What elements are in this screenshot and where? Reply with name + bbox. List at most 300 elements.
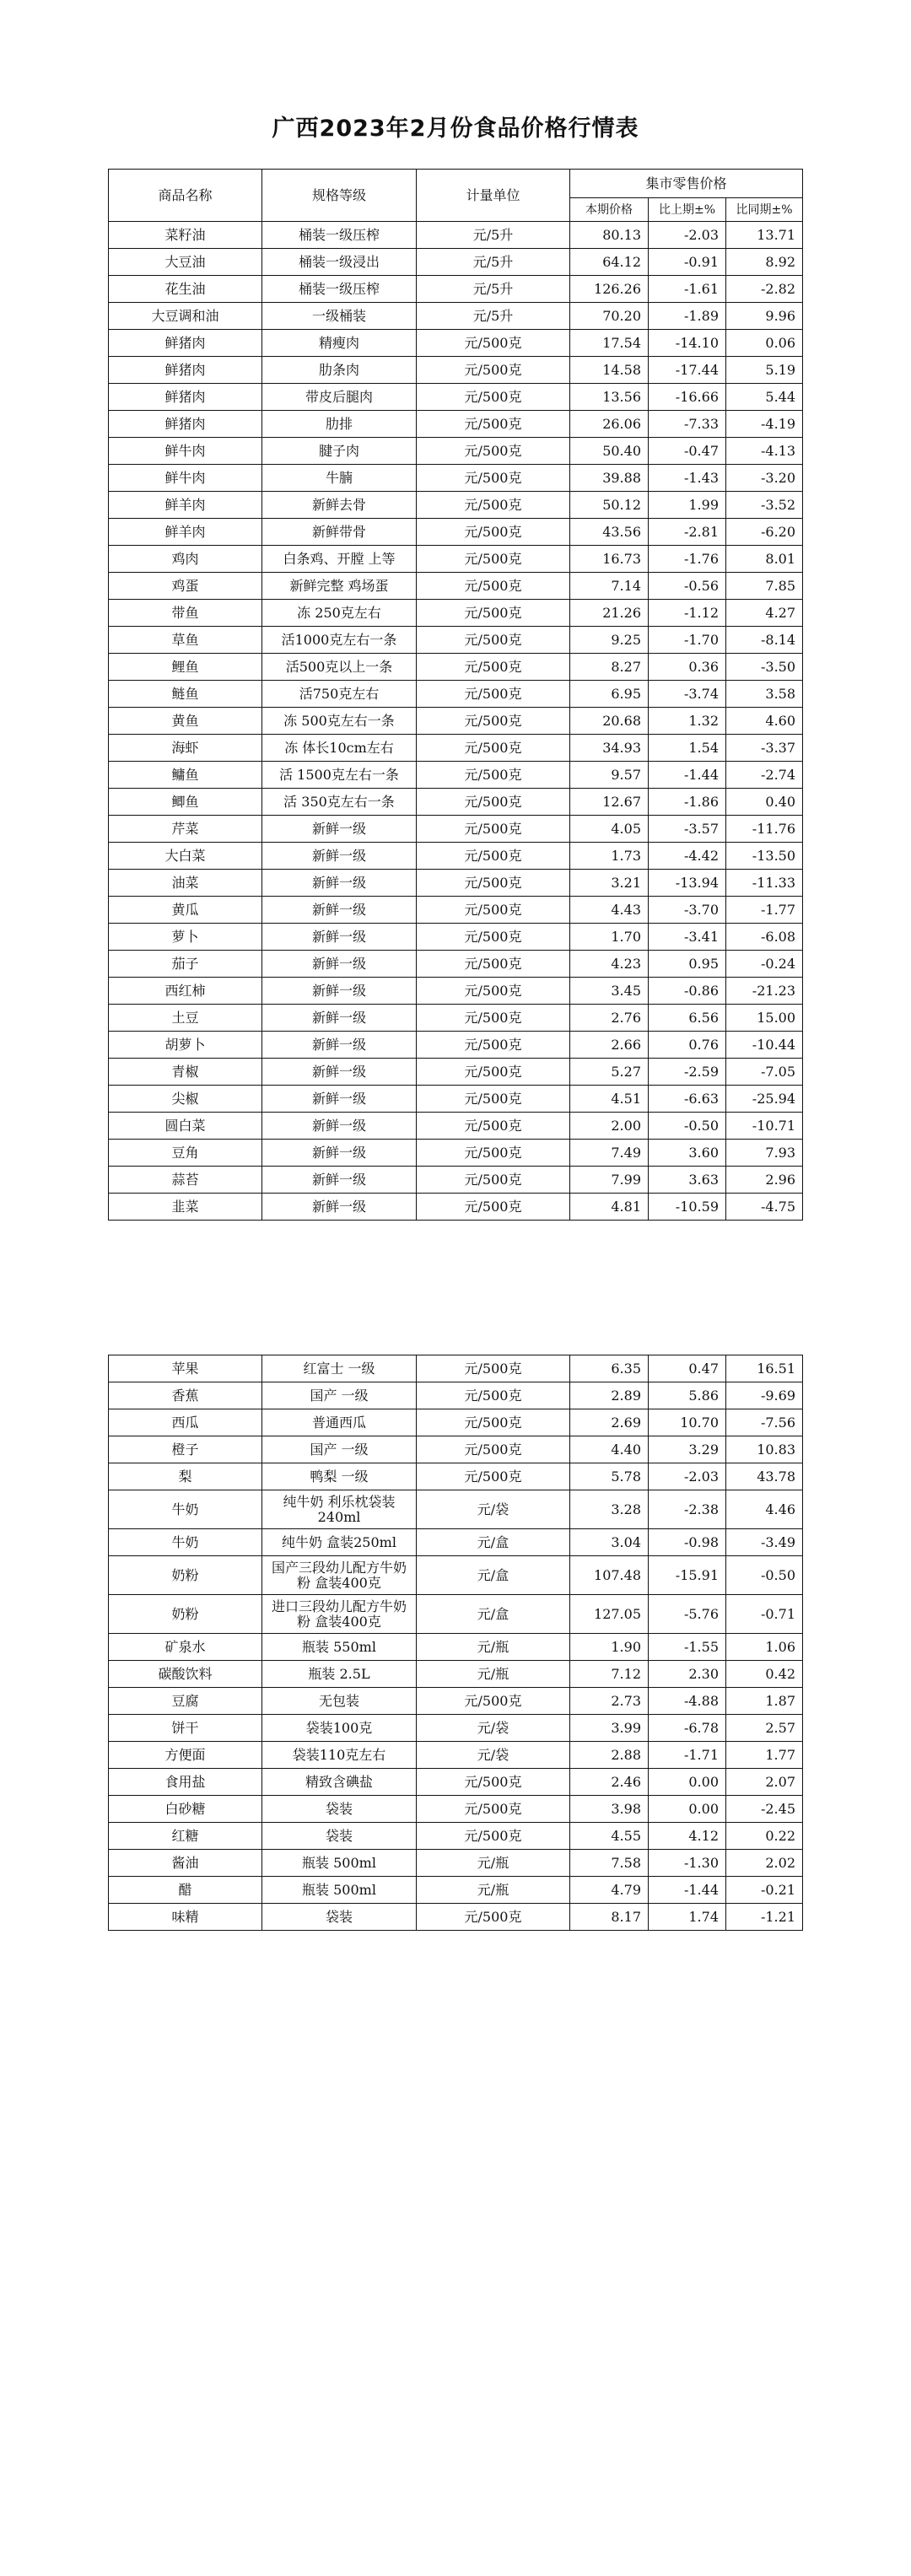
item-name-cell: 萝卜 <box>109 924 262 951</box>
mom-change-cell: 3.63 <box>649 1167 726 1194</box>
current-price-cell: 43.56 <box>570 519 649 546</box>
table-row <box>109 816 803 843</box>
item-spec-cell: 袋装 <box>262 1823 417 1850</box>
item-name-cell: 酱油 <box>109 1850 262 1877</box>
yoy-change-cell: -4.19 <box>726 411 803 438</box>
mom-change-cell: -1.89 <box>649 303 726 330</box>
table-row <box>109 330 803 357</box>
item-unit-cell: 元/500克 <box>417 1005 570 1032</box>
item-spec-cell: 一级桶装 <box>262 303 417 330</box>
mom-change-cell: -4.88 <box>649 1688 726 1715</box>
item-unit-cell: 元/500克 <box>417 1140 570 1167</box>
yoy-change-cell: 2.02 <box>726 1850 803 1877</box>
yoy-change-cell: -4.13 <box>726 438 803 465</box>
item-unit-cell: 元/500克 <box>417 1769 570 1796</box>
item-unit-cell: 元/500克 <box>417 465 570 492</box>
current-price-cell: 7.58 <box>570 1850 649 1877</box>
item-spec-cell: 国产三段幼儿配方牛奶粉 盒装400克 <box>262 1556 417 1595</box>
header-yoy-change: 比同期±% <box>726 198 803 222</box>
item-name-cell: 海虾 <box>109 735 262 762</box>
current-price-cell: 50.12 <box>570 492 649 519</box>
table-row <box>109 1355 803 1382</box>
yoy-change-cell: -0.71 <box>726 1595 803 1634</box>
mom-change-cell: -1.44 <box>649 762 726 789</box>
item-name-cell: 西红柿 <box>109 978 262 1005</box>
yoy-change-cell: -6.20 <box>726 519 803 546</box>
item-name-cell: 红糖 <box>109 1823 262 1850</box>
price-table-1 <box>108 169 803 1221</box>
table-row <box>109 1140 803 1167</box>
mom-change-cell: -3.41 <box>649 924 726 951</box>
item-unit-cell: 元/500克 <box>417 870 570 897</box>
yoy-change-cell: -10.44 <box>726 1032 803 1059</box>
item-name-cell: 碳酸饮料 <box>109 1661 262 1688</box>
item-unit-cell: 元/500克 <box>417 951 570 978</box>
current-price-cell: 2.73 <box>570 1688 649 1715</box>
table-row <box>109 1529 803 1556</box>
item-spec-cell: 新鲜一级 <box>262 1059 417 1086</box>
table-row <box>109 1904 803 1931</box>
yoy-change-cell: 2.57 <box>726 1715 803 1742</box>
current-price-cell: 127.05 <box>570 1595 649 1634</box>
item-name-cell: 牛奶 <box>109 1490 262 1529</box>
yoy-change-cell: 8.01 <box>726 546 803 573</box>
item-unit-cell: 元/500克 <box>417 1032 570 1059</box>
yoy-change-cell: -3.49 <box>726 1529 803 1556</box>
current-price-cell: 1.90 <box>570 1634 649 1661</box>
item-spec-cell: 袋装 <box>262 1796 417 1823</box>
item-name-cell: 梨 <box>109 1463 262 1490</box>
current-price-cell: 50.40 <box>570 438 649 465</box>
yoy-change-cell: 5.44 <box>726 384 803 411</box>
item-unit-cell: 元/500克 <box>417 573 570 600</box>
table-row <box>109 1556 803 1595</box>
item-name-cell: 鲤鱼 <box>109 654 262 681</box>
mom-change-cell: -2.81 <box>649 519 726 546</box>
table-row <box>109 438 803 465</box>
item-name-cell: 鲜猪肉 <box>109 330 262 357</box>
table-row <box>109 1436 803 1463</box>
mom-change-cell: -4.42 <box>649 843 726 870</box>
table-row <box>109 1823 803 1850</box>
mom-change-cell: -6.78 <box>649 1715 726 1742</box>
table-row <box>109 870 803 897</box>
item-unit-cell: 元/500克 <box>417 1409 570 1436</box>
table-row <box>109 1113 803 1140</box>
current-price-cell: 64.12 <box>570 249 649 276</box>
yoy-change-cell: 2.96 <box>726 1167 803 1194</box>
item-unit-cell: 元/500克 <box>417 627 570 654</box>
yoy-change-cell: 7.85 <box>726 573 803 600</box>
table-row <box>109 1194 803 1221</box>
page-title: 广西2023年2月份食品价格行情表 <box>272 116 639 142</box>
table-row <box>109 1796 803 1823</box>
item-spec-cell: 新鲜一级 <box>262 1032 417 1059</box>
table-row <box>109 303 803 330</box>
yoy-change-cell: 5.19 <box>726 357 803 384</box>
item-spec-cell: 新鲜一级 <box>262 897 417 924</box>
item-name-cell: 土豆 <box>109 1005 262 1032</box>
item-unit-cell: 元/瓶 <box>417 1850 570 1877</box>
item-spec-cell: 无包装 <box>262 1688 417 1715</box>
table-row <box>109 843 803 870</box>
item-name-cell: 方便面 <box>109 1742 262 1769</box>
yoy-change-cell: -2.45 <box>726 1796 803 1823</box>
item-name-cell: 黄瓜 <box>109 897 262 924</box>
item-spec-cell: 冻 体长10cm左右 <box>262 735 417 762</box>
mom-change-cell: 0.36 <box>649 654 726 681</box>
item-spec-cell: 新鲜一级 <box>262 843 417 870</box>
item-name-cell: 鲜猪肉 <box>109 357 262 384</box>
mom-change-cell: -2.03 <box>649 222 726 249</box>
item-name-cell: 尖椒 <box>109 1086 262 1113</box>
header-current-price: 本期价格 <box>570 198 649 222</box>
current-price-cell: 26.06 <box>570 411 649 438</box>
item-spec-cell: 普通西瓜 <box>262 1409 417 1436</box>
current-price-cell: 70.20 <box>570 303 649 330</box>
item-unit-cell: 元/500克 <box>417 681 570 708</box>
yoy-change-cell: -8.14 <box>726 627 803 654</box>
item-name-cell: 苹果 <box>109 1355 262 1382</box>
item-name-cell: 豆腐 <box>109 1688 262 1715</box>
table-row <box>109 546 803 573</box>
table-row <box>109 627 803 654</box>
table-row <box>109 681 803 708</box>
yoy-change-cell: 3.58 <box>726 681 803 708</box>
item-unit-cell: 元/500克 <box>417 600 570 627</box>
table-row <box>109 276 803 303</box>
item-name-cell: 大豆调和油 <box>109 303 262 330</box>
mom-change-cell: 6.56 <box>649 1005 726 1032</box>
item-spec-cell: 活1000克左右一条 <box>262 627 417 654</box>
item-unit-cell: 元/500克 <box>417 1194 570 1221</box>
item-spec-cell: 桶装一级压榨 <box>262 222 417 249</box>
current-price-cell: 80.13 <box>570 222 649 249</box>
yoy-change-cell: 1.06 <box>726 1634 803 1661</box>
yoy-change-cell: 1.87 <box>726 1688 803 1715</box>
yoy-change-cell: 8.92 <box>726 249 803 276</box>
table-row <box>109 573 803 600</box>
item-unit-cell: 元/500克 <box>417 735 570 762</box>
yoy-change-cell: 10.83 <box>726 1436 803 1463</box>
item-spec-cell: 新鲜一级 <box>262 978 417 1005</box>
mom-change-cell: -1.71 <box>649 1742 726 1769</box>
yoy-change-cell: -9.69 <box>726 1382 803 1409</box>
table-row <box>109 411 803 438</box>
header-spec: 规格等级 <box>262 170 417 222</box>
item-spec-cell: 精瘦肉 <box>262 330 417 357</box>
item-unit-cell: 元/5升 <box>417 276 570 303</box>
item-unit-cell: 元/袋 <box>417 1715 570 1742</box>
mom-change-cell: -1.76 <box>649 546 726 573</box>
item-spec-cell: 肋条肉 <box>262 357 417 384</box>
table-row <box>109 1688 803 1715</box>
mom-change-cell: 0.00 <box>649 1796 726 1823</box>
item-name-cell: 韭菜 <box>109 1194 262 1221</box>
item-unit-cell: 元/500克 <box>417 1823 570 1850</box>
mom-change-cell: -17.44 <box>649 357 726 384</box>
yoy-change-cell: 1.77 <box>726 1742 803 1769</box>
item-unit-cell: 元/盒 <box>417 1529 570 1556</box>
mom-change-cell: -1.86 <box>649 789 726 816</box>
mom-change-cell: 2.30 <box>649 1661 726 1688</box>
table-row <box>109 924 803 951</box>
table-row <box>109 1005 803 1032</box>
item-spec-cell: 袋装 <box>262 1904 417 1931</box>
yoy-change-cell: 4.27 <box>726 600 803 627</box>
item-unit-cell: 元/500克 <box>417 654 570 681</box>
mom-change-cell: -1.55 <box>649 1634 726 1661</box>
yoy-change-cell: -10.71 <box>726 1113 803 1140</box>
mom-change-cell: -2.38 <box>649 1490 726 1529</box>
yoy-change-cell: 43.78 <box>726 1463 803 1490</box>
item-unit-cell: 元/500克 <box>417 1355 570 1382</box>
mom-change-cell: -2.03 <box>649 1463 726 1490</box>
yoy-change-cell: -11.33 <box>726 870 803 897</box>
yoy-change-cell: -0.21 <box>726 1877 803 1904</box>
current-price-cell: 21.26 <box>570 600 649 627</box>
yoy-change-cell: -3.50 <box>726 654 803 681</box>
item-unit-cell: 元/500克 <box>417 1463 570 1490</box>
current-price-cell: 2.66 <box>570 1032 649 1059</box>
current-price-cell: 16.73 <box>570 546 649 573</box>
current-price-cell: 2.76 <box>570 1005 649 1032</box>
table-row <box>109 492 803 519</box>
current-price-cell: 8.17 <box>570 1904 649 1931</box>
yoy-change-cell: 4.60 <box>726 708 803 735</box>
table-row <box>109 1850 803 1877</box>
mom-change-cell: -1.12 <box>649 600 726 627</box>
current-price-cell: 9.57 <box>570 762 649 789</box>
item-name-cell: 鸡肉 <box>109 546 262 573</box>
item-name-cell: 奶粉 <box>109 1595 262 1634</box>
current-price-cell: 4.43 <box>570 897 649 924</box>
yoy-change-cell: -3.37 <box>726 735 803 762</box>
mom-change-cell: -14.10 <box>649 330 726 357</box>
current-price-cell: 7.49 <box>570 1140 649 1167</box>
header-market-price: 集市零售价格 <box>570 170 803 198</box>
mom-change-cell: 0.95 <box>649 951 726 978</box>
item-spec-cell: 新鲜一级 <box>262 870 417 897</box>
item-name-cell: 牛奶 <box>109 1529 262 1556</box>
item-name-cell: 鲜羊肉 <box>109 492 262 519</box>
mom-change-cell: 4.12 <box>649 1823 726 1850</box>
table-row <box>109 1595 803 1634</box>
current-price-cell: 3.99 <box>570 1715 649 1742</box>
mom-change-cell: 1.74 <box>649 1904 726 1931</box>
item-name-cell: 大白菜 <box>109 843 262 870</box>
item-unit-cell: 元/500克 <box>417 843 570 870</box>
current-price-cell: 4.23 <box>570 951 649 978</box>
item-unit-cell: 元/500克 <box>417 1167 570 1194</box>
item-unit-cell: 元/5升 <box>417 222 570 249</box>
yoy-change-cell: -3.52 <box>726 492 803 519</box>
yoy-change-cell: 7.93 <box>726 1140 803 1167</box>
item-unit-cell: 元/500克 <box>417 1113 570 1140</box>
item-spec-cell: 肋排 <box>262 411 417 438</box>
table-row <box>109 1059 803 1086</box>
table-row <box>109 1167 803 1194</box>
item-spec-cell: 瓶装 500ml <box>262 1850 417 1877</box>
item-spec-cell: 活 350克左右一条 <box>262 789 417 816</box>
item-unit-cell: 元/瓶 <box>417 1877 570 1904</box>
item-unit-cell: 元/500克 <box>417 978 570 1005</box>
yoy-change-cell: -0.50 <box>726 1556 803 1595</box>
current-price-cell: 1.73 <box>570 843 649 870</box>
mom-change-cell: -0.86 <box>649 978 726 1005</box>
item-unit-cell: 元/500克 <box>417 1436 570 1463</box>
current-price-cell: 3.21 <box>570 870 649 897</box>
item-name-cell: 黄鱼 <box>109 708 262 735</box>
mom-change-cell: 0.47 <box>649 1355 726 1382</box>
item-unit-cell: 元/袋 <box>417 1490 570 1529</box>
current-price-cell: 3.45 <box>570 978 649 1005</box>
item-unit-cell: 元/500克 <box>417 897 570 924</box>
item-name-cell: 矿泉水 <box>109 1634 262 1661</box>
item-name-cell: 胡萝卜 <box>109 1032 262 1059</box>
yoy-change-cell: -2.82 <box>726 276 803 303</box>
item-unit-cell: 元/500克 <box>417 816 570 843</box>
mom-change-cell: -0.91 <box>649 249 726 276</box>
current-price-cell: 5.78 <box>570 1463 649 1490</box>
item-unit-cell: 元/5升 <box>417 303 570 330</box>
price-table-1-body <box>109 222 803 1221</box>
item-name-cell: 带鱼 <box>109 600 262 627</box>
table-row <box>109 951 803 978</box>
table-row <box>109 222 803 249</box>
yoy-change-cell: -11.76 <box>726 816 803 843</box>
mom-change-cell: -15.91 <box>649 1556 726 1595</box>
item-spec-cell: 活 1500克左右一条 <box>262 762 417 789</box>
current-price-cell: 20.68 <box>570 708 649 735</box>
item-name-cell: 菜籽油 <box>109 222 262 249</box>
current-price-cell: 6.95 <box>570 681 649 708</box>
table-row <box>109 708 803 735</box>
item-spec-cell: 新鲜一级 <box>262 951 417 978</box>
table-row <box>109 789 803 816</box>
current-price-cell: 9.25 <box>570 627 649 654</box>
table-row <box>109 1715 803 1742</box>
table-row <box>109 519 803 546</box>
item-name-cell: 鲜羊肉 <box>109 519 262 546</box>
current-price-cell: 4.40 <box>570 1436 649 1463</box>
item-spec-cell: 精致含碘盐 <box>262 1769 417 1796</box>
item-unit-cell: 元/500克 <box>417 1904 570 1931</box>
current-price-cell: 7.99 <box>570 1167 649 1194</box>
yoy-change-cell: 13.71 <box>726 222 803 249</box>
mom-change-cell: 10.70 <box>649 1409 726 1436</box>
yoy-change-cell: 0.22 <box>726 1823 803 1850</box>
mom-change-cell: -13.94 <box>649 870 726 897</box>
table-row <box>109 897 803 924</box>
item-spec-cell: 活750克左右 <box>262 681 417 708</box>
mom-change-cell: -1.44 <box>649 1877 726 1904</box>
table-row <box>109 1661 803 1688</box>
item-spec-cell: 国产 一级 <box>262 1382 417 1409</box>
current-price-cell: 39.88 <box>570 465 649 492</box>
header-name: 商品名称 <box>109 170 262 222</box>
yoy-change-cell: -0.24 <box>726 951 803 978</box>
item-spec-cell: 新鲜一级 <box>262 1167 417 1194</box>
item-spec-cell: 桶装一级浸出 <box>262 249 417 276</box>
yoy-change-cell: 0.06 <box>726 330 803 357</box>
table-row <box>109 1769 803 1796</box>
current-price-cell: 12.67 <box>570 789 649 816</box>
current-price-cell: 6.35 <box>570 1355 649 1382</box>
table-row <box>109 654 803 681</box>
item-spec-cell: 国产 一级 <box>262 1436 417 1463</box>
item-name-cell: 茄子 <box>109 951 262 978</box>
yoy-change-cell: -21.23 <box>726 978 803 1005</box>
mom-change-cell: -0.50 <box>649 1113 726 1140</box>
table-row <box>109 1490 803 1529</box>
price-table-2 <box>108 1355 803 1931</box>
yoy-change-cell: 2.07 <box>726 1769 803 1796</box>
item-unit-cell: 元/500克 <box>417 1059 570 1086</box>
item-spec-cell: 新鲜完整 鸡场蛋 <box>262 573 417 600</box>
header-mom-change: 比上期±% <box>649 198 726 222</box>
item-unit-cell: 元/500克 <box>417 411 570 438</box>
mom-change-cell: -6.63 <box>649 1086 726 1113</box>
table-row <box>109 735 803 762</box>
item-name-cell: 鸡蛋 <box>109 573 262 600</box>
current-price-cell: 7.14 <box>570 573 649 600</box>
current-price-cell: 3.04 <box>570 1529 649 1556</box>
mom-change-cell: 3.60 <box>649 1140 726 1167</box>
item-name-cell: 饼干 <box>109 1715 262 1742</box>
item-name-cell: 鲜牛肉 <box>109 465 262 492</box>
item-unit-cell: 元/500克 <box>417 762 570 789</box>
current-price-cell: 2.00 <box>570 1113 649 1140</box>
mom-change-cell: -0.47 <box>649 438 726 465</box>
yoy-change-cell: -25.94 <box>726 1086 803 1113</box>
item-spec-cell: 瓶装 550ml <box>262 1634 417 1661</box>
item-unit-cell: 元/500克 <box>417 708 570 735</box>
table-row <box>109 762 803 789</box>
item-spec-cell: 红富士 一级 <box>262 1355 417 1382</box>
current-price-cell: 4.81 <box>570 1194 649 1221</box>
item-name-cell: 油菜 <box>109 870 262 897</box>
yoy-change-cell: 15.00 <box>726 1005 803 1032</box>
current-price-cell: 3.98 <box>570 1796 649 1823</box>
current-price-cell: 1.70 <box>570 924 649 951</box>
current-price-cell: 17.54 <box>570 330 649 357</box>
table-row <box>109 249 803 276</box>
item-spec-cell: 袋装110克左右 <box>262 1742 417 1769</box>
current-price-cell: 13.56 <box>570 384 649 411</box>
current-price-cell: 2.46 <box>570 1769 649 1796</box>
item-spec-cell: 新鲜一级 <box>262 1194 417 1221</box>
item-name-cell: 鲫鱼 <box>109 789 262 816</box>
item-unit-cell: 元/500克 <box>417 357 570 384</box>
current-price-cell: 7.12 <box>570 1661 649 1688</box>
table-row <box>109 1409 803 1436</box>
item-spec-cell: 桶装一级压榨 <box>262 276 417 303</box>
item-name-cell: 青椒 <box>109 1059 262 1086</box>
item-name-cell: 圆白菜 <box>109 1113 262 1140</box>
yoy-change-cell: 9.96 <box>726 303 803 330</box>
item-name-cell: 鲜猪肉 <box>109 411 262 438</box>
item-spec-cell: 冻 250克左右 <box>262 600 417 627</box>
yoy-change-cell: 0.40 <box>726 789 803 816</box>
item-unit-cell: 元/盒 <box>417 1595 570 1634</box>
yoy-change-cell: -2.74 <box>726 762 803 789</box>
item-spec-cell: 纯牛奶 利乐枕袋装240ml <box>262 1490 417 1529</box>
item-spec-cell: 腱子肉 <box>262 438 417 465</box>
item-spec-cell: 新鲜一级 <box>262 1005 417 1032</box>
item-unit-cell: 元/500克 <box>417 924 570 951</box>
item-unit-cell: 元/5升 <box>417 249 570 276</box>
